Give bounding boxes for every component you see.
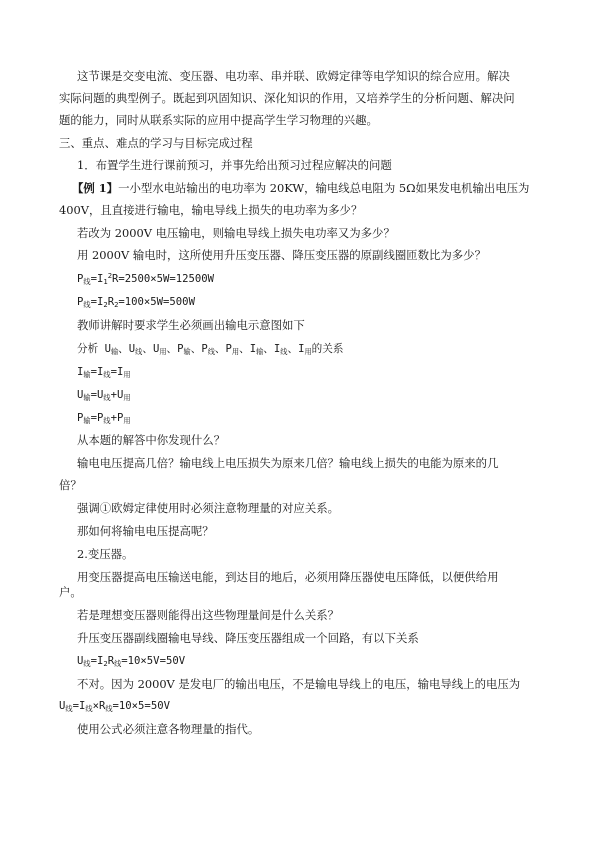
ideal-question: 若是理想变压器则能得出这些物理量间是什么关系？: [77, 608, 339, 622]
example-text-1: 一小型水电站输出的电功率为 20KW，输电线总电阻为 5Ω如果发电机输出电压为: [118, 181, 530, 195]
find-question: 从本题的解答中你发现什么？: [77, 433, 226, 447]
reflect-line-1: 输电电压提高几倍？输电线上电压损失为原来几倍？输电线上损失的电能为原来的几: [77, 456, 499, 470]
example-label: 【例 1】: [72, 181, 119, 195]
example-1-line-2: 400V，且直接进行输电，输电导线上损失的电功率为多少？: [59, 203, 363, 217]
formula-u-right: $U_线=I_线\times R_线=10\times 5=50V$: [59, 700, 170, 713]
formula-p-line-1: $P_线=I_1^2R=2500\times 5W=12500W$: [77, 271, 215, 286]
intro-line-2: 实际问题的典型例子。既起到巩固知识、深化知识的作用，又培养学生的分析问题、解决问: [59, 91, 515, 105]
relation-p: $P_输=P_线+P_用$: [77, 412, 131, 425]
how-raise-question: 那如何将输电电压提高呢？: [77, 524, 214, 538]
transformer-line-1: 用变压器提高电压输送电能，到达目的地后，必须用降压器使电压降低，以便供给用: [77, 570, 499, 584]
reflect-line-2: 倍？: [59, 478, 82, 492]
example-1-line-1: [72, 181, 529, 196]
emphasis-note: 强调①欧姆定律使用时必须注意物理量的对应关系。: [77, 501, 339, 515]
correction-line-1: 不对。因为 2000V 是发电厂的输出电压，不是输电导线上的电压，输电导线上的电压为: [77, 677, 521, 691]
question-3: 用 2000V 输电时，这所使用升压变压器、降压变压器的原副线圈匝数比为多少？: [77, 248, 486, 262]
circuit-note: 升压变压器副线圈输电导线、降压变压器组成一个回路，有以下关系: [77, 631, 419, 645]
relation-u: $U_输=U_线+U_用$: [77, 389, 131, 402]
relation-i: $I_输=I_线=I_用$: [77, 366, 131, 379]
analyze-line: 分析 $U_输$、$U_线$、$U_用$、$P_输$、$P_线$、$P_用$、$I_输$、$I_线$、$I_用$的关系: [77, 343, 344, 356]
item-1: 1．布置学生进行课前预习，并事先给出预习过程应解决的问题: [77, 158, 392, 172]
intro-line-1: 这节课是交变电流、变压器、电功率、串并联、欧姆定律等电学知识的综合应用。解决: [77, 69, 510, 83]
intro-line-3: 题的能力，同时从联系实际的应用中提高学生学习物理的兴趣。: [59, 113, 378, 127]
section-heading: 三、重点、难点的学习与目标完成过程: [59, 136, 253, 150]
transformer-line-2: 户。: [59, 585, 82, 599]
item-2: 2.变压器。: [77, 547, 134, 561]
formula-p-line-2: $P_线=I_2R_2=100\times 5W=500W$: [77, 296, 195, 309]
question-2: 若改为 2000V 电压输电，则输电导线上损失电功率又为多少？: [77, 226, 395, 240]
usage-note: 使用公式必须注意各物理量的指代。: [77, 722, 260, 736]
formula-u-wrong: $U_线=I_2R_线=10\times 5V=50V$: [77, 655, 186, 668]
teacher-note: 教师讲解时要求学生必须画出输电示意图如下: [77, 318, 305, 332]
